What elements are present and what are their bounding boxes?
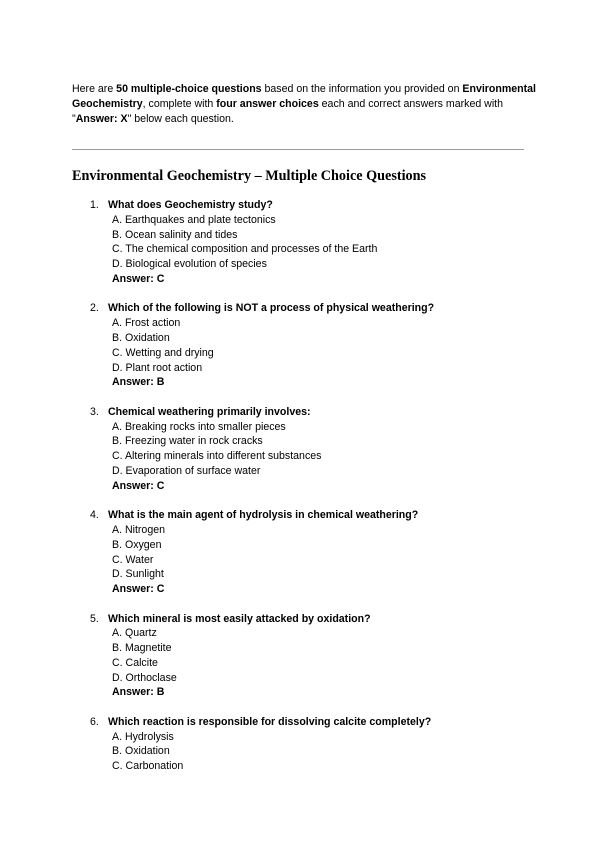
option-d: D. Evaporation of surface water <box>112 464 261 477</box>
option-list <box>0 626 600 685</box>
intro-text-5: " below each question. <box>127 113 234 126</box>
intro-paragraph <box>72 82 542 128</box>
option-list <box>0 316 600 375</box>
question-item <box>0 198 600 287</box>
question-number: 4. <box>90 509 99 522</box>
option-b: B. Oxidation <box>112 331 170 344</box>
intro-text-1: Here are <box>72 83 117 95</box>
intro-text-4: each and correct answers marked with " <box>72 98 504 126</box>
question-item <box>0 612 600 701</box>
answer-key: Answer: C <box>112 583 165 596</box>
option-d: D. Sunlight <box>112 568 164 581</box>
intro-bold-choices: four answer choices <box>216 98 319 111</box>
answer-key: Answer: C <box>112 479 165 492</box>
answer-key: Answer: B <box>112 376 165 389</box>
question-text: What does Geochemistry study? <box>108 199 273 211</box>
option-a: A. Earthquakes and plate tectonics <box>112 213 276 226</box>
intro-bold-count: 50 multiple-choice questions <box>116 83 262 95</box>
question-number: 2. <box>90 302 99 315</box>
question-number: 6. <box>90 715 99 728</box>
question-text: Chemical weathering primarily involves: <box>108 405 311 418</box>
intro-text-2: based on the information you provided on <box>261 83 463 95</box>
option-list <box>0 213 600 272</box>
intro-text-3: , complete with <box>142 98 217 111</box>
question-number: 3. <box>90 405 99 418</box>
option-a: A. Nitrogen <box>112 523 165 536</box>
answer-key: Answer: C <box>112 272 165 285</box>
option-c: C. Wetting and drying <box>112 346 214 359</box>
page-title: Environmental Geochemistry – Multiple Choice Questions <box>72 168 427 184</box>
option-a: A. Breaking rocks into smaller pieces <box>112 420 286 433</box>
option-b: B. Freezing water in rock cracks <box>112 435 263 448</box>
option-c: C. Altering minerals into different substances <box>112 450 322 463</box>
option-list <box>0 420 600 479</box>
question-item <box>0 301 600 390</box>
option-list <box>0 523 600 582</box>
question-text: Which mineral is most easily attacked by oxidation? <box>108 612 371 625</box>
question-number: 5. <box>90 612 99 625</box>
question-item <box>0 508 600 597</box>
option-list <box>0 730 600 774</box>
question-text: What is the main agent of hydrolysis in chemical weathering? <box>108 509 419 522</box>
question-list <box>0 198 600 789</box>
question-item <box>0 715 600 774</box>
option-a: A. Frost action <box>112 317 181 330</box>
question-text: Which of the following is NOT a process of physical weathering? <box>108 302 435 315</box>
option-c: C. Calcite <box>112 656 158 669</box>
question-text: Which reaction is responsible for dissolving calcite completely? <box>108 715 432 728</box>
option-c: C. Water <box>112 553 154 566</box>
option-b: B. Magnetite <box>112 642 172 655</box>
question-number: 1. <box>90 199 99 211</box>
option-a: A. Quartz <box>112 627 157 640</box>
option-d: D. Plant root action <box>112 361 203 374</box>
answer-key: Answer: B <box>112 686 165 699</box>
option-c: C. Carbonation <box>112 760 184 773</box>
intro-bold-answer-format: Answer: X <box>75 113 128 126</box>
intro-bold-subject: Environmental Geochemistry <box>72 83 536 111</box>
option-b: B. Ocean salinity and tides <box>112 228 238 241</box>
option-d: D. Biological evolution of species <box>112 258 267 271</box>
option-b: B. Oxygen <box>112 538 162 551</box>
option-b: B. Oxidation <box>112 745 170 758</box>
option-c: C. The chemical composition and processes of the Earth <box>112 243 378 256</box>
option-d: D. Orthoclase <box>112 671 177 684</box>
option-a: A. Hydrolysis <box>112 730 174 743</box>
horizontal-divider <box>72 149 524 150</box>
question-item <box>0 405 600 494</box>
